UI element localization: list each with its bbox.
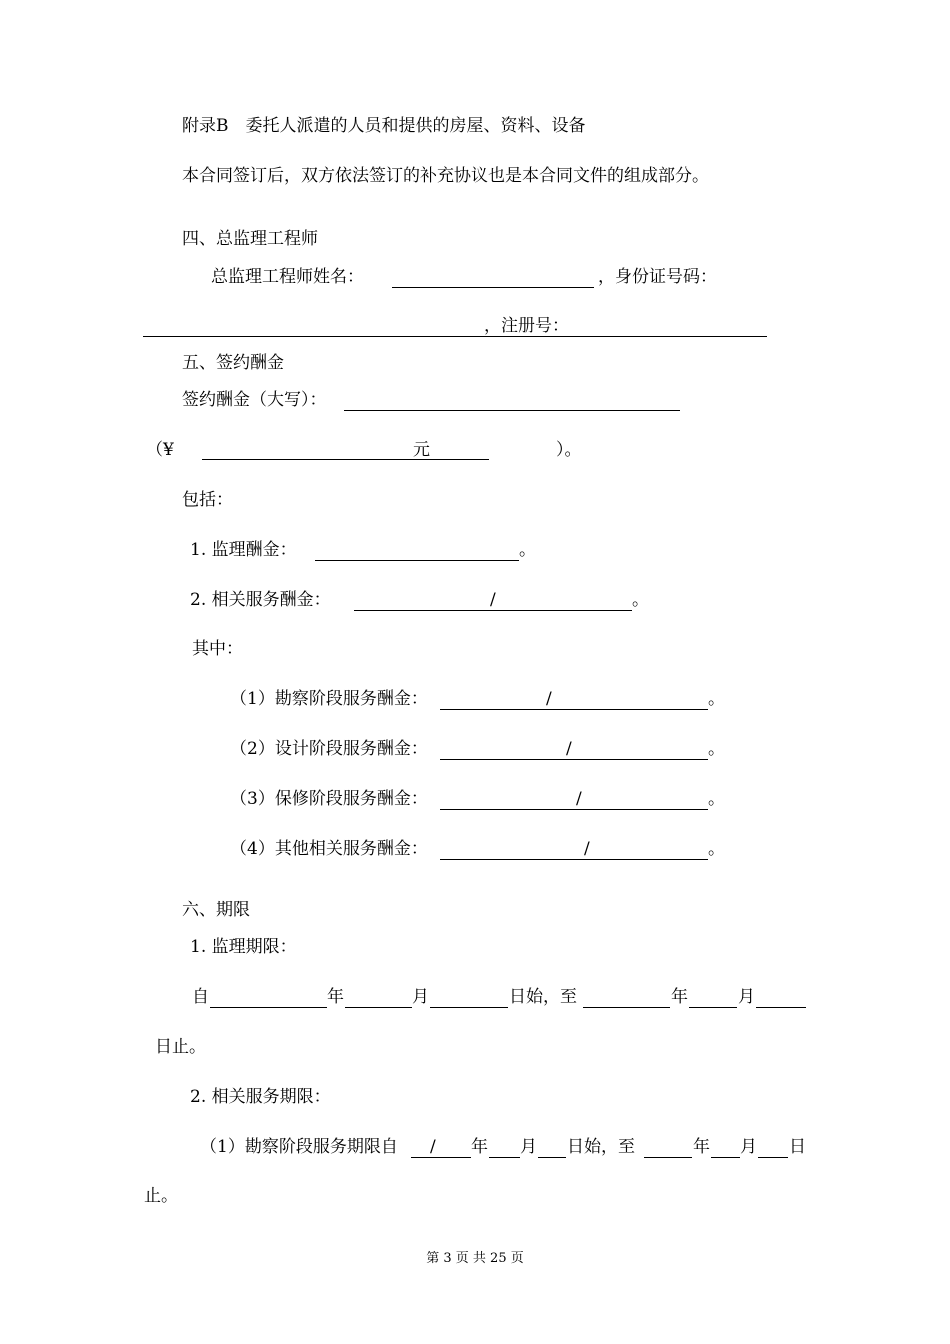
term1-yue-1: 月: [412, 987, 429, 1007]
sub1-label: （1）勘察阶段服务酬金：: [230, 689, 428, 709]
item2-slash: /: [490, 590, 496, 610]
item1-blank[interactable]: [315, 560, 519, 561]
term1-end-year-blank[interactable]: [583, 1007, 670, 1008]
section5-title: 五、签约酬金: [182, 353, 284, 373]
chief-name-label: 总监理工程师姓名：: [211, 267, 364, 287]
including-label: 包括：: [182, 490, 233, 510]
sub2-label: （2）设计阶段服务酬金：: [230, 739, 428, 759]
survey-start-month-blank[interactable]: [489, 1157, 520, 1158]
item1-period: 。: [519, 540, 536, 560]
term1-ri-end: 日止。: [155, 1037, 206, 1057]
survey-zhi: 止。: [144, 1186, 178, 1206]
section4-title: 四、总监理工程师: [182, 229, 318, 249]
item2-period: 。: [632, 590, 649, 610]
yen-open: （¥: [146, 440, 174, 460]
sub2-blank[interactable]: [440, 759, 708, 760]
survey-ri-start: 日始，至: [567, 1137, 635, 1157]
survey-end-day-blank[interactable]: [758, 1157, 788, 1158]
sub1-period: 。: [708, 689, 725, 709]
term1-end-month-blank[interactable]: [689, 1007, 737, 1008]
survey-end-month-blank[interactable]: [711, 1157, 740, 1158]
sub4-label: （4）其他相关服务酬金：: [230, 839, 428, 859]
survey-term-label: （1）勘察阶段服务期限自: [200, 1137, 398, 1157]
reg-label: ，注册号：: [484, 316, 569, 336]
survey-yue-1: 月: [520, 1137, 537, 1157]
term1-ri-start: 日始，至: [509, 987, 577, 1007]
sub3-period: 。: [708, 789, 725, 809]
item2-label: 2. 相关服务酬金：: [190, 590, 331, 610]
sub2-slash: /: [566, 739, 572, 759]
term1-start-day-blank[interactable]: [430, 1007, 508, 1008]
survey-start-year-slash: /: [430, 1137, 436, 1157]
appendix-b-line: 附录B 委托人派遣的人员和提供的房屋、资料、设备: [182, 116, 586, 136]
sub1-blank[interactable]: [440, 709, 708, 710]
among-label: 其中：: [192, 639, 243, 659]
id-reg-blank-line[interactable]: [143, 336, 767, 337]
fee-upper-blank[interactable]: [344, 410, 680, 411]
id-label: ，身份证号码：: [598, 267, 717, 287]
fee-amount-blank[interactable]: [202, 459, 489, 460]
supplement-line: 本合同签订后，双方依法签订的补充协议也是本合同文件的组成部分。: [182, 166, 709, 186]
sub3-slash: /: [576, 789, 582, 809]
term1-start-month-blank[interactable]: [345, 1007, 412, 1008]
survey-nian-1: 年: [471, 1137, 488, 1157]
term1-zi: 自: [192, 987, 209, 1007]
survey-nian-2: 年: [693, 1137, 710, 1157]
survey-start-day-blank[interactable]: [538, 1157, 566, 1158]
fee-upper-label: 签约酬金（大写）：: [182, 390, 327, 410]
survey-ri: 日: [789, 1137, 806, 1157]
survey-start-year-blank[interactable]: [411, 1157, 471, 1158]
term2-label: 2. 相关服务期限：: [190, 1087, 331, 1107]
chief-name-blank[interactable]: [392, 287, 594, 288]
term1-nian-2: 年: [671, 987, 688, 1007]
term1-yue-2: 月: [738, 987, 755, 1007]
sub4-slash: /: [584, 839, 590, 859]
sub2-period: 。: [708, 739, 725, 759]
term1-label: 1. 监理期限：: [190, 937, 297, 957]
sub1-slash: /: [546, 689, 552, 709]
survey-end-year-blank[interactable]: [644, 1157, 692, 1158]
yuan-label: 元: [413, 440, 430, 460]
sub4-blank[interactable]: [440, 859, 708, 860]
term1-nian-1: 年: [327, 987, 344, 1007]
page-footer: 第 3 页 共 25 页: [426, 1251, 524, 1266]
term1-start-year-blank[interactable]: [210, 1007, 327, 1008]
survey-yue-2: 月: [740, 1137, 757, 1157]
term1-end-day-blank[interactable]: [756, 1007, 806, 1008]
close-paren: ）。: [556, 440, 582, 460]
sub4-period: 。: [708, 839, 725, 859]
sub3-label: （3）保修阶段服务酬金：: [230, 789, 428, 809]
sub3-blank[interactable]: [440, 809, 708, 810]
item1-label: 1. 监理酬金：: [190, 540, 297, 560]
section6-title: 六、期限: [182, 900, 250, 920]
